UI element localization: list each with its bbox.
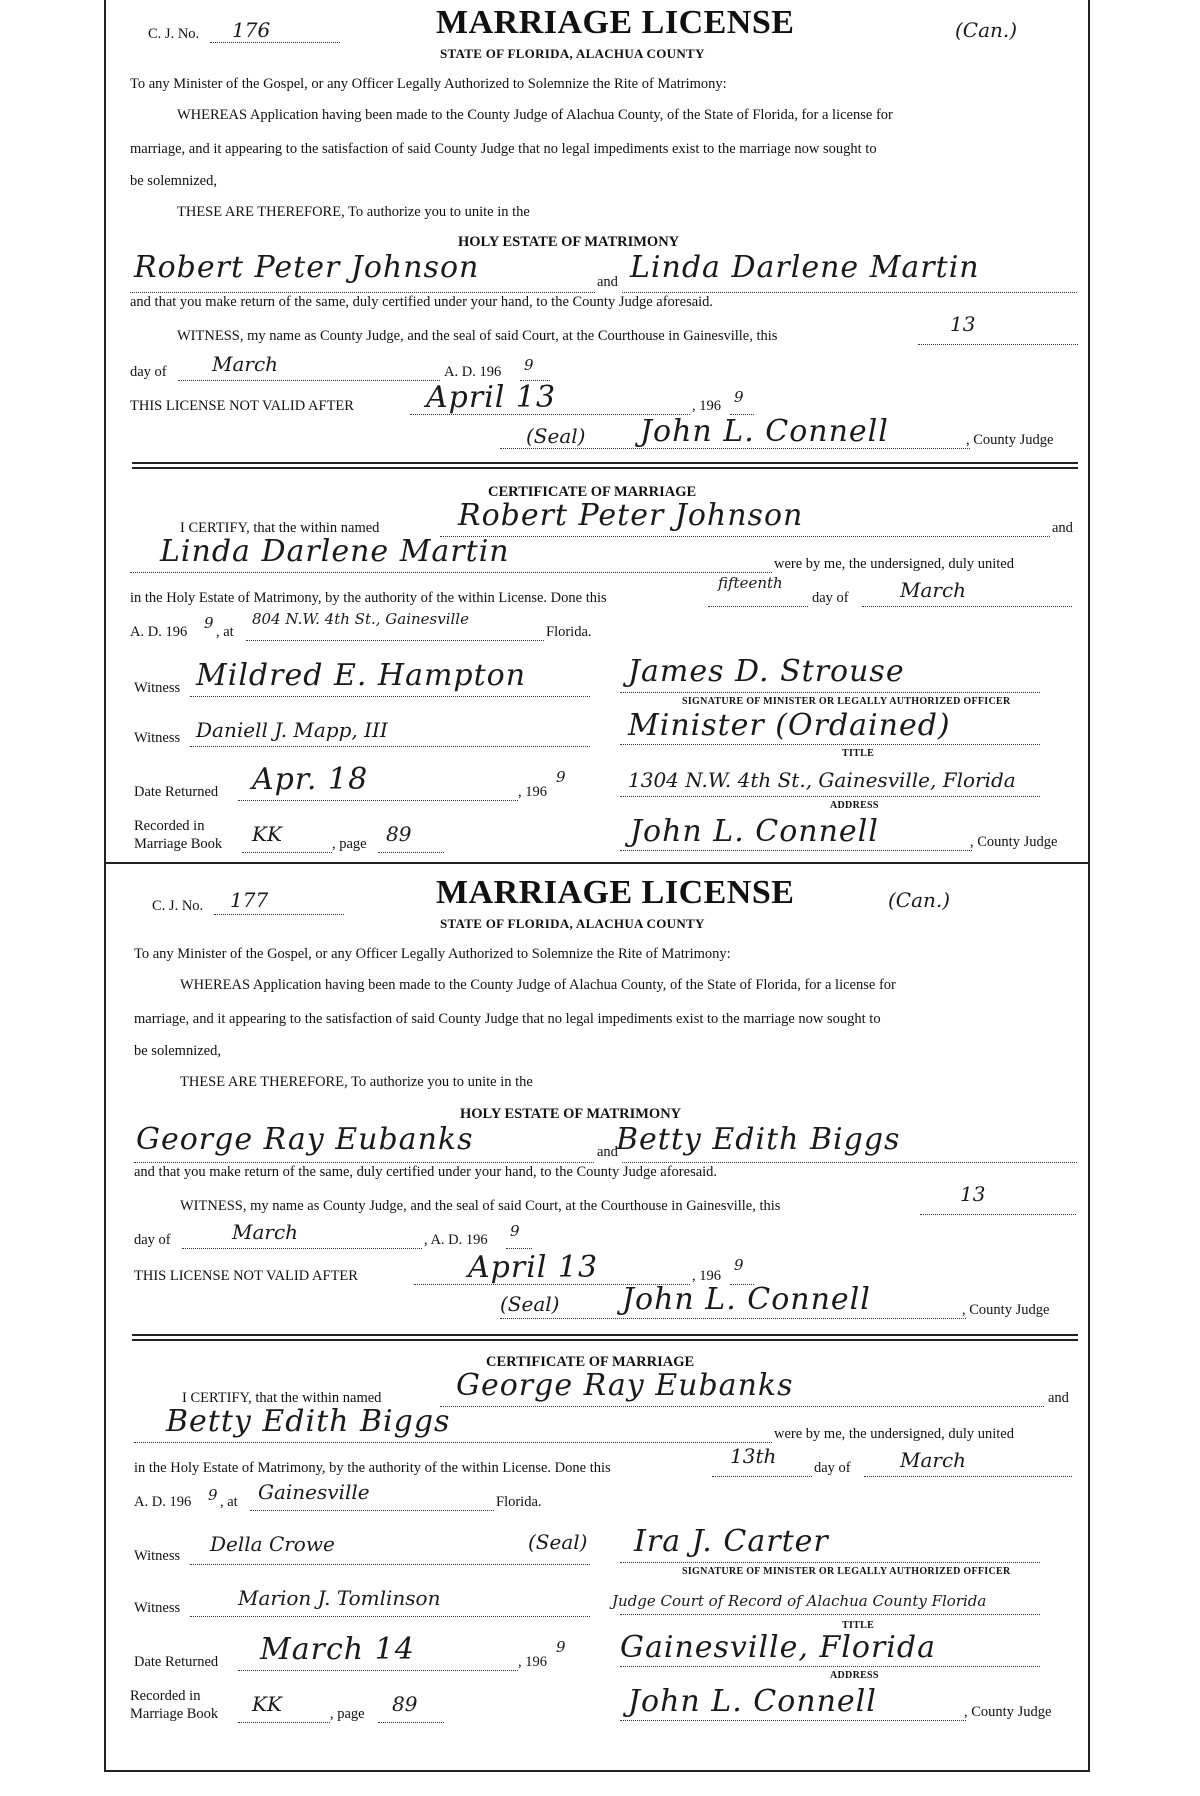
place: 804 N.W. 4th St., Gainesville (252, 610, 469, 628)
certify-label: I CERTIFY, that the within named (180, 520, 380, 536)
county-judge-label: , County Judge (964, 1704, 1052, 1720)
book: KK (252, 822, 282, 846)
therefore-line: THESE ARE THEREFORE, To authorize you to unite in the (177, 204, 530, 220)
witness-2-label: Witness (134, 1600, 181, 1616)
page: 89 (386, 822, 412, 846)
bride-name: Betty Edith Biggs (616, 1122, 901, 1157)
signature-caption: SIGNATURE OF MINISTER OR LEGALLY AUTHORIZED OFFICER (682, 1566, 1011, 1577)
judge-signature: John L. Connell (630, 814, 879, 849)
officer-title: Minister (Ordained) (628, 708, 951, 743)
witness-1-name: Mildred E. Hampton (196, 658, 527, 693)
month: March (232, 1220, 299, 1244)
witness-2-label: Witness (134, 730, 181, 746)
year-digit: 9 (510, 1222, 520, 1240)
cert-groom-name: George Ray Eubanks (456, 1368, 794, 1403)
month: March (212, 352, 279, 376)
not-valid-date: April 13 (468, 1250, 599, 1285)
and-label: and (597, 1144, 618, 1160)
and-label: and (1052, 520, 1073, 536)
ad-label: A. D. 196 (130, 624, 188, 640)
title-caption: TITLE (842, 1620, 875, 1631)
signature-caption: SIGNATURE OF MINISTER OR LEGALLY AUTHORIZED OFFICER (682, 696, 1011, 707)
ad-label: A. D. 196 (444, 364, 502, 380)
section-divider (132, 462, 1078, 469)
at-label: , at (216, 624, 234, 640)
officer-signature: Ira J. Carter (634, 1524, 829, 1559)
date-returned: March 14 (260, 1632, 415, 1667)
certificate-title: CERTIFICATE OF MARRIAGE (486, 1354, 695, 1370)
not-valid-year-digit: 9 (734, 1256, 744, 1274)
done-day: fifteenth (718, 574, 783, 592)
cert-bride-name: Linda Darlene Martin (160, 534, 510, 569)
date-returned-label: Date Returned (134, 784, 219, 800)
not-valid-label: THIS LICENSE NOT VALID AFTER (134, 1268, 358, 1284)
witness-day: 13 (950, 312, 976, 336)
address-line: To any Minister of the Gospel, or any Officer Legally Authorized to Solemnize the Rite of Matrimony: (134, 946, 731, 962)
year-digit: 9 (204, 614, 214, 632)
witness-2-name: Daniell J. Mapp, III (196, 718, 388, 742)
cj-label: C. J. No. (148, 26, 200, 42)
florida-label: Florida. (496, 1494, 542, 1510)
page-label: , page (330, 1706, 365, 1722)
officer-address: 1304 N.W. 4th St., Gainesville, Florida (628, 768, 1016, 792)
cj-number: 176 (232, 18, 271, 42)
return-line: and that you make return of the same, duly certified under your hand, to the County Judge aforesaid. (130, 294, 714, 310)
cj-number: 177 (230, 888, 269, 912)
florida-label: Florida. (546, 624, 592, 640)
witness-day: 13 (960, 1182, 986, 1206)
not-valid-year-digit: 9 (734, 388, 744, 406)
corner-note: (Can.) (955, 18, 1018, 42)
holy-line: in the Holy Estate of Matrimony, by the authority of the within License. Done this (130, 590, 607, 606)
whereas-line-1: WHEREAS Application having been made to the County Judge of Alachua County, of the State of Florida, for a license for (180, 977, 896, 993)
page: 89 (392, 1692, 418, 1716)
officer-address: Gainesville, Florida (620, 1630, 936, 1665)
certificate-title: CERTIFICATE OF MARRIAGE (488, 484, 697, 500)
whereas-line-3: be solemnized, (134, 1043, 221, 1059)
at-label: , at (220, 1494, 238, 1510)
returned-year-label: , 196 (518, 1654, 547, 1670)
cert-groom-name: Robert Peter Johnson (458, 498, 804, 533)
witness-1-name: Della Crowe (210, 1532, 335, 1556)
groom-name: Robert Peter Johnson (134, 250, 480, 285)
officer-signature: James D. Strouse (628, 654, 905, 689)
address-caption: ADDRESS (830, 800, 879, 811)
witness-line: WITNESS, my name as County Judge, and the seal of said Court, at the Courthouse in Gainesville, this (177, 328, 778, 344)
witness-line: WITNESS, my name as County Judge, and the seal of said Court, at the Courthouse in Gainesville, this (180, 1198, 781, 1214)
not-valid-year-label: , 196 (692, 1268, 721, 1284)
cert-bride-name: Betty Edith Biggs (166, 1404, 451, 1439)
groom-name: George Ray Eubanks (136, 1122, 474, 1157)
whereas-line-1: WHEREAS Application having been made to the County Judge of Alachua County, of the State of Florida, for a license for (177, 107, 893, 123)
recorded-label-2: Marriage Book (134, 836, 223, 852)
certify-label: I CERTIFY, that the within named (182, 1390, 382, 1406)
year-digit: 9 (208, 1486, 218, 1504)
date-returned: Apr. 18 (252, 762, 369, 797)
not-valid-label: THIS LICENSE NOT VALID AFTER (130, 398, 354, 414)
whereas-line-2: marriage, and it appearing to the satisfaction of said County Judge that no legal impediments exist to the marriage now sought to (130, 141, 877, 157)
ad-label: , A. D. 196 (424, 1232, 488, 1248)
holy-line: in the Holy Estate of Matrimony, by the authority of the within License. Done this (134, 1460, 611, 1476)
license-title: MARRIAGE LICENSE (436, 874, 795, 911)
corner-note: (Can.) (888, 888, 951, 912)
address-caption: ADDRESS (830, 1670, 879, 1681)
recorded-label-1: Recorded in (134, 818, 205, 834)
page-label: , page (332, 836, 367, 852)
license-title: MARRIAGE LICENSE (436, 4, 795, 41)
day-of-label: day of (814, 1460, 851, 1476)
judge-signature: John L. Connell (622, 1282, 871, 1317)
returned-year-digit: 9 (556, 1638, 566, 1656)
year-digit: 9 (524, 356, 534, 374)
day-of-label: day of (130, 364, 167, 380)
returned-year-digit: 9 (556, 768, 566, 786)
and-label: and (1048, 1390, 1069, 1406)
united-label: were by me, the undersigned, duly united (774, 556, 1014, 572)
bride-name: Linda Darlene Martin (630, 250, 980, 285)
seal-label: (Seal) (500, 1292, 560, 1316)
seal-label: (Seal) (526, 424, 586, 448)
done-month: March (900, 1448, 967, 1472)
return-line: and that you make return of the same, duly certified under your hand, to the County Judge aforesaid. (134, 1164, 718, 1180)
address-line: To any Minister of the Gospel, or any Officer Legally Authorized to Solemnize the Rite of Matrimony: (130, 76, 727, 92)
ad-label: A. D. 196 (134, 1494, 192, 1510)
holy-estate-heading: HOLY ESTATE OF MATRIMONY (460, 1106, 682, 1122)
section-divider (132, 1334, 1078, 1341)
county-judge-label: , County Judge (966, 432, 1054, 448)
recorded-label-2: Marriage Book (130, 1706, 219, 1722)
holy-estate-heading: HOLY ESTATE OF MATRIMONY (458, 234, 680, 250)
day-of-label: day of (134, 1232, 171, 1248)
license-subtitle: STATE OF FLORIDA, ALACHUA COUNTY (440, 46, 705, 61)
judge-signature: John L. Connell (628, 1684, 877, 1719)
license-subtitle: STATE OF FLORIDA, ALACHUA COUNTY (440, 916, 705, 931)
whereas-line-3: be solemnized, (130, 173, 217, 189)
title-caption: TITLE (842, 748, 875, 759)
witness-seal: (Seal) (528, 1530, 588, 1554)
cj-label: C. J. No. (152, 898, 204, 914)
witness-1-label: Witness (134, 1548, 181, 1564)
county-judge-label: , County Judge (962, 1302, 1050, 1318)
done-day: 13th (730, 1444, 777, 1468)
witness-1-label: Witness (134, 680, 181, 696)
judge-signature: John L. Connell (640, 414, 889, 449)
day-of-label: day of (812, 590, 849, 606)
united-label: were by me, the undersigned, duly united (774, 1426, 1014, 1442)
therefore-line: THESE ARE THEREFORE, To authorize you to unite in the (180, 1074, 533, 1090)
returned-year-label: , 196 (518, 784, 547, 800)
county-judge-label: , County Judge (970, 834, 1058, 850)
and-label: and (597, 274, 618, 290)
not-valid-year-label: , 196 (692, 398, 721, 414)
date-returned-label: Date Returned (134, 1654, 219, 1670)
recorded-label-1: Recorded in (130, 1688, 201, 1704)
whereas-line-2: marriage, and it appearing to the satisfaction of said County Judge that no legal impediments exist to the marriage now sought to (134, 1011, 881, 1027)
not-valid-date: April 13 (426, 380, 557, 415)
officer-title: Judge Court of Record of Alachua County Florida (612, 1592, 987, 1610)
book: KK (252, 1692, 282, 1716)
done-month: March (900, 578, 967, 602)
place: Gainesville (258, 1480, 370, 1504)
witness-2-name: Marion J. Tomlinson (238, 1586, 441, 1610)
license-divider (104, 862, 1088, 864)
